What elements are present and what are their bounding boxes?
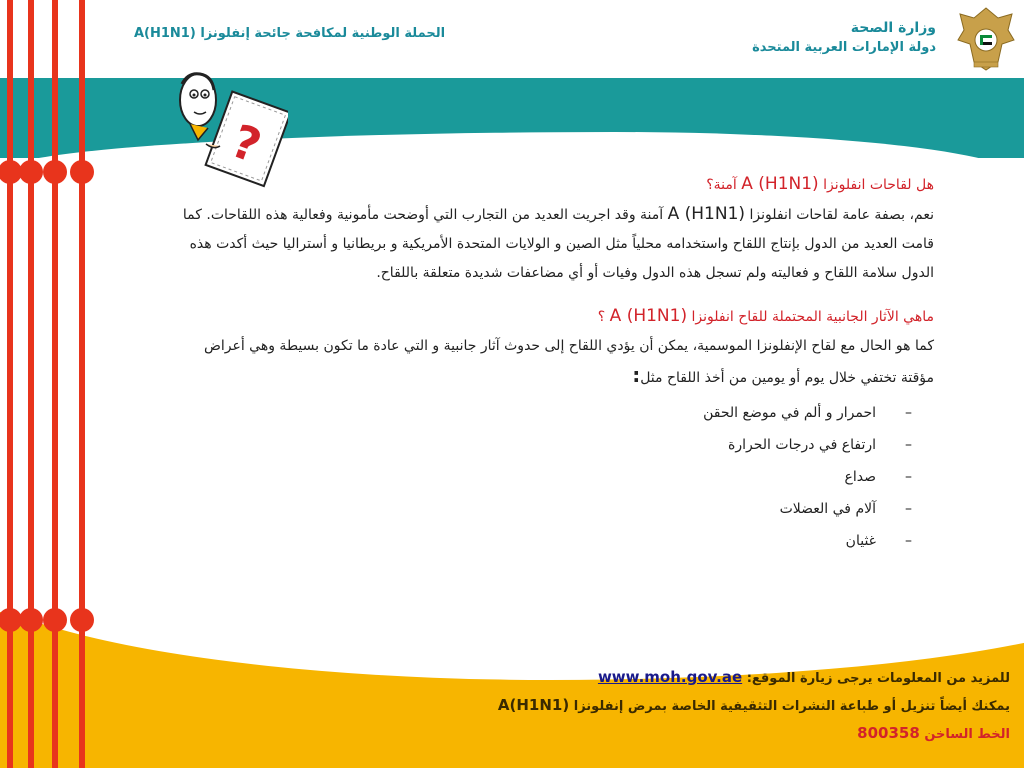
list-item: – آلام في العضلات xyxy=(779,501,912,517)
ministry-header xyxy=(752,20,936,55)
hotline-number: 800358 xyxy=(857,724,920,742)
decorative-lines-dots xyxy=(0,0,110,768)
side-effects-intro: كما هو الحال مع لقاح الإنفلونزا الموسمية، يمكن أن يؤدي اللقاح إلى حدوث آثار جانبية و التي عادة ما تكون بسيطة وهي أعراض مؤقتة تختفي خلال يوم أو يومين من أخذ اللقاح مثل: xyxy=(203,338,934,387)
website-link[interactable]: www.moh.gov.ae xyxy=(597,668,743,686)
question-safety: هل لقاحات انفلونزا A (H1N1) آمنة؟ xyxy=(706,174,934,194)
list-item: – صداع xyxy=(844,469,912,485)
list-item: – غثيان xyxy=(845,533,912,549)
footer-info xyxy=(498,668,1010,752)
download-line: يمكنك أيضاً تنزيل أو طباعة النشرات التثقيفية الخاصة بمرض إنفلونزا A(H1N1) xyxy=(497,696,1010,714)
answer-safety: نعم، بصفة عامة لقاحات انفلونزا A (H1N1) آمنة وقد اجريت العديد من التجارب التي أوضحت مأمونية وفعالية هذه اللقاحات. كما قامت العديد من الدول بإنتاج اللقاح واستخدامه محلياً مثل الصين و الولايات المتحدة الأمريكية و بريطانيا و أستراليا حيث أكدت هذه الدول سلامة اللقاح و فعاليته ولم تسجل هذه الدول وفيات أو أي مضاعفات شديدة متعلقة باللقاح. xyxy=(182,204,934,281)
question-side-effects: ماهي الآثار الجانبية المحتملة للقاح انفلونزا A (H1N1) ؟ xyxy=(597,306,934,326)
svg-text:?: ? xyxy=(224,113,269,174)
more-info-line: للمزيد من المعلومات يرجى زيارة الموقع: www.moh.gov.ae xyxy=(597,668,1010,686)
list-item: – احمرار و ألم في موضع الحقن xyxy=(703,405,912,421)
list-item: – ارتفاع في درجات الحرارة xyxy=(728,437,912,453)
main-content xyxy=(170,174,934,557)
question-sign-cartoon-icon xyxy=(168,62,288,192)
side-effects-list xyxy=(170,397,934,557)
ministry-name: وزارة الصحة xyxy=(850,20,936,36)
country-name: دولة الإمارات العربية المتحدة xyxy=(752,40,936,55)
hotline-line: الخط الساخن 800358 xyxy=(857,724,1010,742)
uae-emblem-icon xyxy=(954,4,1018,74)
campaign-title: الحملة الوطنية لمكافحة جائحة إنفلونزا A(H1N1) xyxy=(134,26,446,41)
